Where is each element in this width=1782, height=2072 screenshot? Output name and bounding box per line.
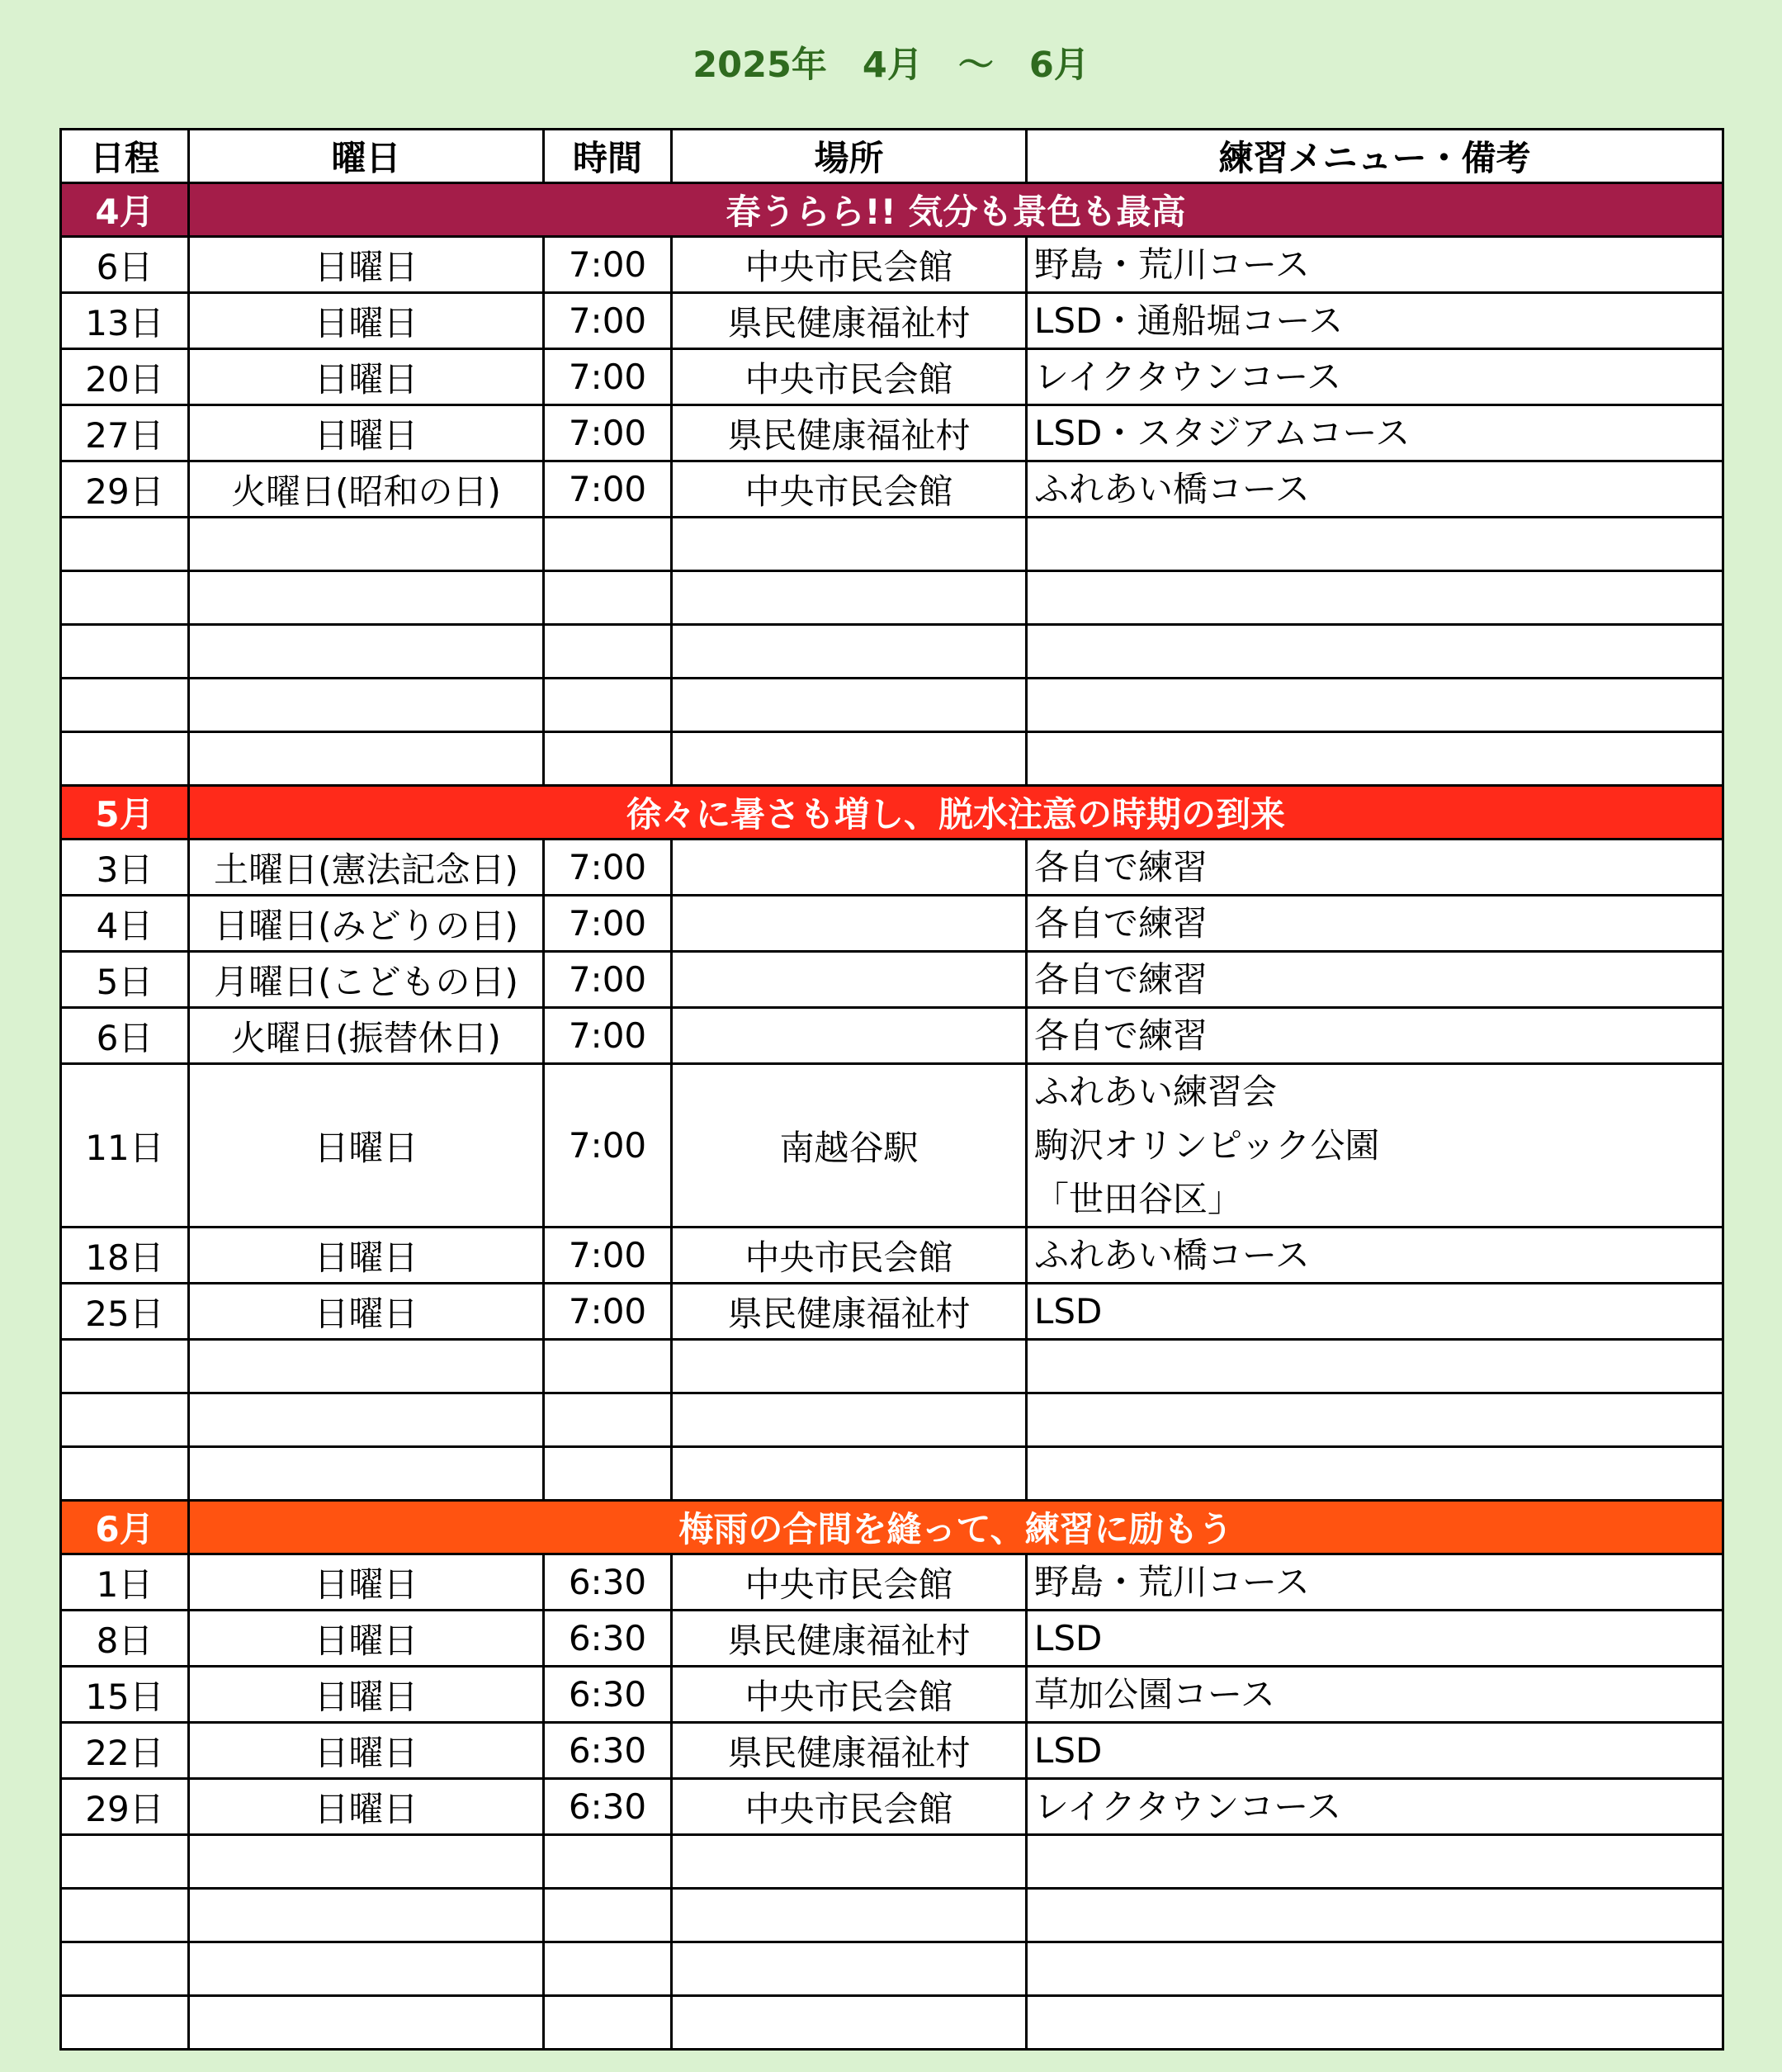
- time-cell: [544, 1996, 672, 2050]
- time-cell: 7:00: [544, 461, 672, 518]
- menu-cell: [1027, 1393, 1723, 1447]
- menu-cell: [1027, 1340, 1723, 1393]
- place-cell: [672, 625, 1027, 679]
- date-cell: [61, 1835, 189, 1889]
- date-cell: [61, 1393, 189, 1447]
- table-row: [61, 952, 1723, 1008]
- month-label: 5月: [61, 786, 189, 840]
- table-row: [61, 237, 1723, 293]
- time-cell: [544, 1340, 672, 1393]
- day-cell: [189, 1340, 544, 1393]
- table-row: [61, 1667, 1723, 1723]
- table-row: [61, 1996, 1723, 2050]
- menu-line: ふれあい橋コース: [1034, 469, 1310, 509]
- place-cell: [672, 1340, 1027, 1393]
- day-cell: 日曜日: [189, 1779, 544, 1835]
- time-cell: [544, 625, 672, 679]
- table-row: [61, 679, 1723, 732]
- table-row: [61, 1008, 1723, 1064]
- menu-cell: [1027, 405, 1723, 461]
- time-cell: [544, 518, 672, 571]
- menu-cell: [1027, 1611, 1723, 1667]
- menu-cell: [1027, 1779, 1723, 1835]
- day-cell: 日曜日: [189, 1228, 544, 1284]
- menu-cell: [1027, 1008, 1723, 1064]
- table-row: [61, 1779, 1723, 1835]
- place-cell: 中央市民会館: [672, 461, 1027, 518]
- menu-cell: [1027, 625, 1723, 679]
- menu-line: 「世田谷区」: [1034, 1179, 1243, 1219]
- page-title: 2025年 4月 ～ 6月: [692, 45, 1090, 86]
- date-cell: 22日: [61, 1723, 189, 1779]
- menu-line: 各自で練習: [1034, 959, 1208, 1000]
- time-cell: 7:00: [544, 1064, 672, 1228]
- day-cell: [189, 732, 544, 786]
- date-cell: 4日: [61, 896, 189, 952]
- day-cell: 日曜日: [189, 1554, 544, 1611]
- day-cell: [189, 1889, 544, 1942]
- place-cell: [672, 1393, 1027, 1447]
- menu-line: 各自で練習: [1034, 903, 1208, 944]
- place-cell: 南越谷駅: [672, 1064, 1027, 1228]
- place-cell: 中央市民会館: [672, 1228, 1027, 1284]
- menu-cell: [1027, 1554, 1723, 1611]
- date-cell: [61, 1340, 189, 1393]
- place-cell: 中央市民会館: [672, 349, 1027, 405]
- time-cell: 7:00: [544, 1284, 672, 1340]
- date-cell: 29日: [61, 461, 189, 518]
- menu-line: 各自で練習: [1034, 1015, 1208, 1056]
- date-cell: [61, 571, 189, 625]
- menu-line: 草加公園コース: [1034, 1674, 1275, 1715]
- table-row: [61, 896, 1723, 952]
- header-date: 日程: [61, 130, 189, 183]
- table-row: [61, 1340, 1723, 1393]
- date-cell: 20日: [61, 349, 189, 405]
- table-row: [61, 625, 1723, 679]
- day-cell: 土曜日(憲法記念日): [189, 840, 544, 896]
- header-day: 曜日: [189, 130, 544, 183]
- schedule-table: [59, 128, 1724, 2051]
- table-row: [61, 1064, 1723, 1228]
- menu-cell: [1027, 1723, 1723, 1779]
- table-row: [61, 461, 1723, 518]
- table-row: [61, 405, 1723, 461]
- day-cell: [189, 571, 544, 625]
- time-cell: 7:00: [544, 1008, 672, 1064]
- time-cell: 6:30: [544, 1611, 672, 1667]
- day-cell: [189, 1942, 544, 1996]
- place-cell: [672, 952, 1027, 1008]
- place-cell: [672, 1835, 1027, 1889]
- table-row: [61, 1393, 1723, 1447]
- date-cell: [61, 732, 189, 786]
- menu-cell: [1027, 1667, 1723, 1723]
- menu-cell: [1027, 896, 1723, 952]
- menu-line: レイクタウンコース: [1034, 357, 1342, 397]
- menu-cell: [1027, 237, 1723, 293]
- day-cell: [189, 625, 544, 679]
- time-cell: [544, 1942, 672, 1996]
- menu-line: レイクタウンコース: [1034, 1786, 1342, 1827]
- day-cell: 火曜日(昭和の日): [189, 461, 544, 518]
- day-cell: 日曜日: [189, 1723, 544, 1779]
- day-cell: 日曜日: [189, 1611, 544, 1667]
- header-row: [61, 130, 1723, 183]
- place-cell: [672, 1447, 1027, 1501]
- table-row: [61, 518, 1723, 571]
- day-cell: 日曜日: [189, 405, 544, 461]
- table-row: [61, 1889, 1723, 1942]
- place-cell: 中央市民会館: [672, 1667, 1027, 1723]
- time-cell: 7:00: [544, 405, 672, 461]
- menu-line: 野島・荒川コース: [1034, 1562, 1310, 1602]
- menu-cell: [1027, 571, 1723, 625]
- month-header-row: [61, 183, 1723, 237]
- place-cell: [672, 518, 1027, 571]
- menu-line: 駒沢オリンピック公園: [1034, 1125, 1380, 1166]
- header-time: 時間: [544, 130, 672, 183]
- day-cell: 日曜日: [189, 1667, 544, 1723]
- place-cell: [672, 1942, 1027, 1996]
- time-cell: 7:00: [544, 896, 672, 952]
- menu-line: LSD: [1034, 1730, 1103, 1771]
- place-cell: 県民健康福祉村: [672, 1284, 1027, 1340]
- time-cell: 6:30: [544, 1779, 672, 1835]
- place-cell: [672, 571, 1027, 625]
- date-cell: 18日: [61, 1228, 189, 1284]
- day-cell: 日曜日: [189, 1064, 544, 1228]
- day-cell: [189, 1447, 544, 1501]
- date-cell: 3日: [61, 840, 189, 896]
- menu-cell: [1027, 1064, 1723, 1228]
- menu-cell: [1027, 1889, 1723, 1942]
- date-cell: [61, 1996, 189, 2050]
- menu-cell: [1027, 952, 1723, 1008]
- date-cell: [61, 1889, 189, 1942]
- table-row: [61, 840, 1723, 896]
- table-row: [61, 1554, 1723, 1611]
- date-cell: 6日: [61, 237, 189, 293]
- day-cell: [189, 518, 544, 571]
- table-row: [61, 1942, 1723, 1996]
- time-cell: 7:00: [544, 1228, 672, 1284]
- menu-cell: [1027, 679, 1723, 732]
- place-cell: 県民健康福祉村: [672, 1723, 1027, 1779]
- day-cell: [189, 1835, 544, 1889]
- time-cell: [544, 679, 672, 732]
- date-cell: 6日: [61, 1008, 189, 1064]
- menu-cell: [1027, 461, 1723, 518]
- menu-cell: [1027, 840, 1723, 896]
- time-cell: [544, 1889, 672, 1942]
- time-cell: [544, 1447, 672, 1501]
- menu-cell: [1027, 1228, 1723, 1284]
- time-cell: [544, 1393, 672, 1447]
- time-cell: [544, 571, 672, 625]
- date-cell: [61, 679, 189, 732]
- date-cell: 29日: [61, 1779, 189, 1835]
- month-label: 4月: [61, 183, 189, 237]
- day-cell: 日曜日: [189, 1284, 544, 1340]
- month-theme: 徐々に暑さも増し、脱水注意の時期の到来: [189, 786, 1723, 840]
- table-row: [61, 1611, 1723, 1667]
- month-theme: 春うらら!! 気分も景色も最高: [189, 183, 1723, 237]
- date-cell: [61, 1942, 189, 1996]
- month-theme: 梅雨の合間を縫って、練習に励もう: [189, 1501, 1723, 1554]
- time-cell: 6:30: [544, 1723, 672, 1779]
- menu-line: 野島・荒川コース: [1034, 244, 1310, 285]
- place-cell: 県民健康福祉村: [672, 1611, 1027, 1667]
- day-cell: 日曜日(みどりの日): [189, 896, 544, 952]
- day-cell: 日曜日: [189, 293, 544, 349]
- header-menu: 練習メニュー・備考: [1027, 130, 1723, 183]
- table-row: [61, 1228, 1723, 1284]
- menu-cell: [1027, 1447, 1723, 1501]
- menu-cell: [1027, 1942, 1723, 1996]
- header-place: 場所: [672, 130, 1027, 183]
- table-row: [61, 293, 1723, 349]
- place-cell: [672, 732, 1027, 786]
- menu-cell: [1027, 1835, 1723, 1889]
- menu-cell: [1027, 293, 1723, 349]
- table-row: [61, 1284, 1723, 1340]
- menu-cell: [1027, 732, 1723, 786]
- time-cell: [544, 1835, 672, 1889]
- table-row: [61, 571, 1723, 625]
- place-cell: 中央市民会館: [672, 1554, 1027, 1611]
- date-cell: 5日: [61, 952, 189, 1008]
- menu-line: ふれあい橋コース: [1034, 1235, 1310, 1275]
- date-cell: [61, 518, 189, 571]
- date-cell: 1日: [61, 1554, 189, 1611]
- menu-cell: [1027, 1284, 1723, 1340]
- date-cell: 11日: [61, 1064, 189, 1228]
- table-row: [61, 349, 1723, 405]
- day-cell: [189, 679, 544, 732]
- table-row: [61, 1723, 1723, 1779]
- time-cell: 7:00: [544, 237, 672, 293]
- table-row: [61, 1447, 1723, 1501]
- time-cell: 7:00: [544, 349, 672, 405]
- day-cell: 日曜日: [189, 237, 544, 293]
- place-cell: 中央市民会館: [672, 237, 1027, 293]
- place-cell: 県民健康福祉村: [672, 293, 1027, 349]
- month-header-row: [61, 786, 1723, 840]
- date-cell: 27日: [61, 405, 189, 461]
- menu-line: ふれあい練習会: [1034, 1071, 1278, 1112]
- date-cell: 13日: [61, 293, 189, 349]
- menu-line: LSD・通船堀コース: [1034, 300, 1344, 341]
- place-cell: [672, 1996, 1027, 2050]
- menu-line: LSD・スタジアムコース: [1034, 413, 1411, 453]
- time-cell: 7:00: [544, 840, 672, 896]
- place-cell: [672, 1008, 1027, 1064]
- day-cell: 火曜日(振替休日): [189, 1008, 544, 1064]
- table-row: [61, 732, 1723, 786]
- menu-cell: [1027, 1996, 1723, 2050]
- menu-line: LSD: [1034, 1291, 1103, 1332]
- menu-line: 各自で練習: [1034, 847, 1208, 887]
- time-cell: 7:00: [544, 293, 672, 349]
- date-cell: [61, 1447, 189, 1501]
- date-cell: 25日: [61, 1284, 189, 1340]
- time-cell: 6:30: [544, 1554, 672, 1611]
- table-row: [61, 1835, 1723, 1889]
- time-cell: 7:00: [544, 952, 672, 1008]
- day-cell: 日曜日: [189, 349, 544, 405]
- menu-cell: [1027, 518, 1723, 571]
- day-cell: [189, 1393, 544, 1447]
- place-cell: [672, 896, 1027, 952]
- date-cell: 15日: [61, 1667, 189, 1723]
- place-cell: [672, 679, 1027, 732]
- time-cell: 6:30: [544, 1667, 672, 1723]
- menu-cell: [1027, 349, 1723, 405]
- time-cell: [544, 732, 672, 786]
- month-header-row: [61, 1501, 1723, 1554]
- date-cell: [61, 625, 189, 679]
- day-cell: [189, 1996, 544, 2050]
- place-cell: 県民健康福祉村: [672, 405, 1027, 461]
- place-cell: [672, 840, 1027, 896]
- place-cell: 中央市民会館: [672, 1779, 1027, 1835]
- date-cell: 8日: [61, 1611, 189, 1667]
- place-cell: [672, 1889, 1027, 1942]
- day-cell: 月曜日(こどもの日): [189, 952, 544, 1008]
- menu-line: LSD: [1034, 1618, 1103, 1658]
- month-label: 6月: [61, 1501, 189, 1554]
